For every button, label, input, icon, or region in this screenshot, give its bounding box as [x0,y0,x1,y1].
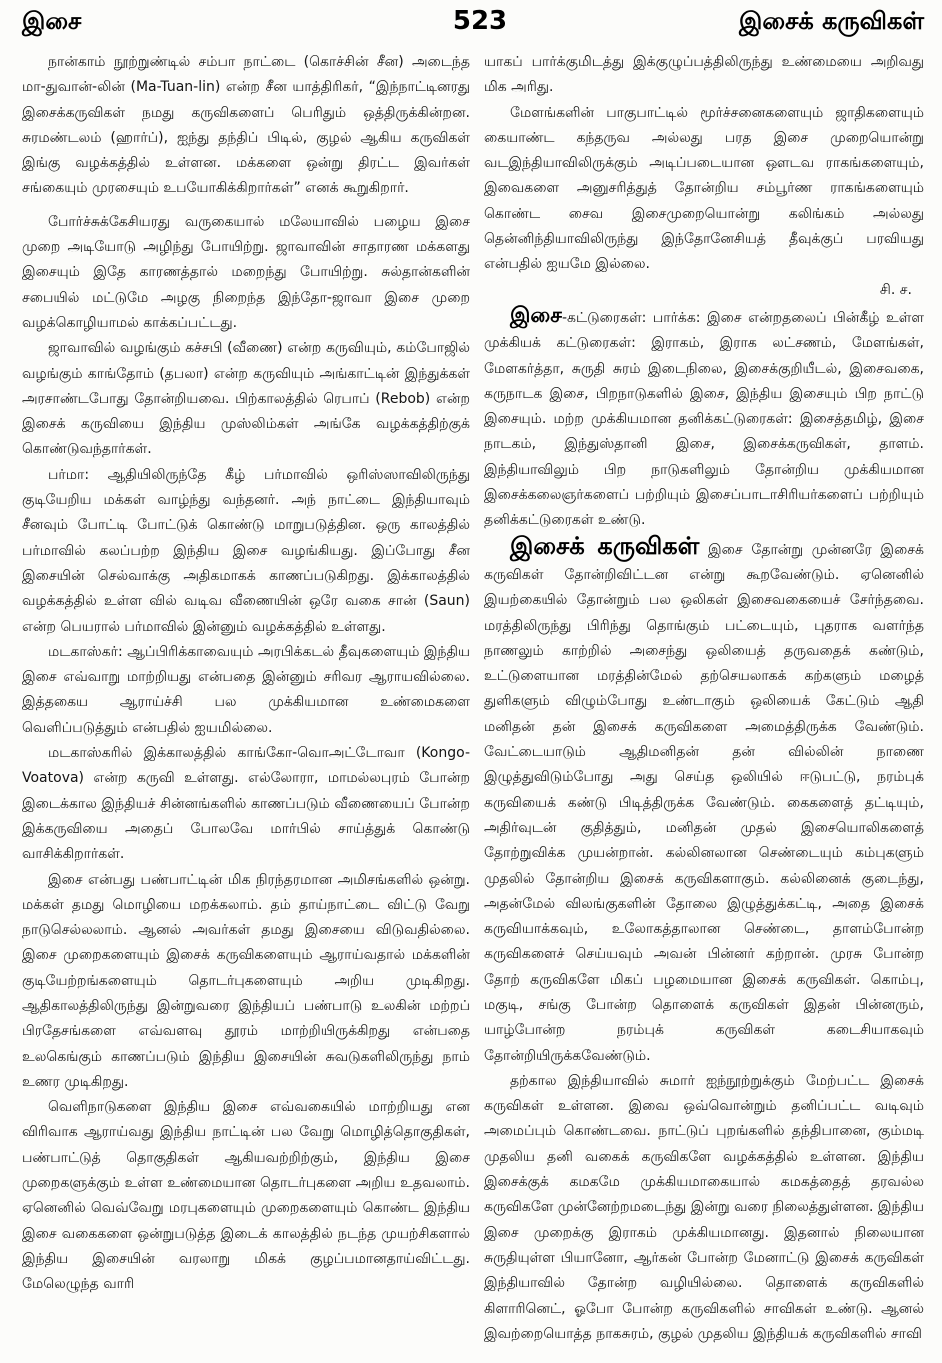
paragraph-java: ஜாவாவில் வழங்கும் கச்சபி (வீணை) என்ற கருவியும், கம்போஜில் வழங்கும் காங்தோம் (தபலா) என்ற கருவியும் அங்காட்டின் இந்துக்கள் அரசாண்டபோது தோன்றியவை. பிற்காலத்தில் ரெபாப் (Rebob) என்ற இசைக் கருவியை இந்திய முஸ்லிம்கள் அங்கே வழக்கத்திற்குக் கொண்டுவந்தார்கள். [22,340,470,458]
paragraph-burma: பர்மா: ஆதியிலிருந்தே கீழ் பர்மாவில் ஒரிஸ்ஸாவிலிருந்து குடியேறிய மக்கள் வாழ்ந்து வந்தனர். அந் நாட்டை இந்தியாவும் சீனவும் போட்டி போட்டுக் கொண்டு மாறுபடுத்தின. ஒரு காலத்தில் பர்மாவில் கலப்பற்ற இந்திய இசை வழங்கியது. இப்போது சீன இசையின் செல்வாக்கு அதிகமாகக் காணப்படுகிறது. இக்காலத்தில் வழக்கத்தில் உள்ள வில் வடிவ வீணையின் ஒரே வகை சான் (Saun) என்ற பெயரால் பர்மாவில் இன்னும் வழக்கத்தில் உள்ளது. [22,466,470,635]
paragraph-ma-tuan-lin: நான்காம் நூற்றுண்டில் சம்பா நாட்டை (கொச்சின் சீன) அடைந்த மா-துவான்-லின் (Ma-Tuan-lin) என்ற சீன யாத்திரிகர், “இந்நாட்டினரது இசைக்கருவிகள் நமது கருவிகளைப் பெரிதும் ஒத்திருக்கின்றன. சுரமண்டலம் (ஹார்ப்), ஐந்து தந்திப் பிடில், குழல் ஆகிய கருவிகள் இங்கு வழக்கத்தில் உள்ளன. மக்களை ஒன்று திரட்ட இவர்கள் சங்கையும் முரசையும் உபயோகிக்கிறார்கள்” எனக் கூறுகிறார். [22,54,470,197]
paragraph-continuation: யாகப் பார்க்குமிடத்து இக்குழுப்பத்திலிருந்து உண்மையை அறிவது மிக அரிது. [484,54,924,96]
running-head-right: இசைக் கருவிகள் [739,7,924,35]
entry-text-isai: -கட்டுரைகள்: பார்க்க: இசை என்றதலைப் பின்கீழ் உள்ள முக்கியக் கட்டுரைகள்: இராகம், இராக லட்சணம், மேளங்கள், மேளகர்த்தா, சுருதி சுரம் இடைநிலை, இசைக்குறியீடல், இசைவகை, கருநாடக இசை, பிறநாடுகளில் இசை, இந்திய இசையும் பிற நாட்டு இசையும். மற்ற முக்கியமான தனிக்கட்டுரைகள்: இசைத்தமிழ், இசை நாடகம், இந்துஸ்தானி இசை, இசைக்கருவிகள், தாளம். இந்தியாவிலும் பிற நாடுகளிலும் தோன்றிய முக்கியமான இசைக்கலைஞர்களைப் பற்றியும் இசைப்பாடாசிரியர்களைப் பற்றியும் தனிக்கட்டுரைகள் உண்டு. [484,309,924,529]
paragraph-modern-india: தற்கால இந்தியாவில் சுமார் ஐந்நூற்றுக்கும் மேற்பட்ட இசைக் கருவிகள் உள்ளன. இவை ஒவ்வொன்றும் தனிப்பட்ட வடிவும் அமைப்பும் கொண்டவை. நாட்டுப் புறங்களில் தந்திபானை, கும்மடி முதலிய தனி வகைக் கருவிகளே வழக்கத்தில் உள்ளன. இந்திய இசைக்குக் கமகமே முக்கியமாகையால் கமகத்தைத் தரவல்ல கருவிகளே முன்னேற்றமடைந்து இன்று வரை நிலைத்துள்ளன. இந்திய இசை முறைக்கு இராகம் முக்கியமானது. இதனால் நிலையான சுருதியுள்ள பியானோ, ஆர்கன் போன்ற மேனாட்டு இசைக் கருவிகள் இந்தியாவில் தோன்ற வழியில்லை. தொளைக் கருவிகளில் கிளாரினெட், ஓபோ போன்ற கருவிகளில் சாவிகள் உண்டு. ஆனல் இவற்றையொத்த நாகசுரம், குழல் முதலிய இந்தியக் கருவிகளில் சாவி [484,1072,924,1342]
right-column [484,50,924,1350]
left-column [22,50,470,1350]
paragraph-foreign-influence: வெளிநாடுகளை இந்திய இசை எவ்வகையில் மாற்றியது என விரிவாக ஆராய்வது இந்திய நாட்டின் பல வேறு மொழித்தொகுதிகள், பண்பாட்டுத் தொகுதிகள் ஆகியவற்றிற்கும், இந்திய இசை முறைகளுக்கும் உள்ள உண்மையான தொடர்புகளை அறிய உதவலாம். ஏனெனில் வெவ்வேறு மரபுகளையும் முறைகளையும் கொண்ட இந்திய இசை வகைகளை ஒன்றுபடுத்த இடைக் காலத்தில் நடந்த முயற்சிகளால் இந்திய இசையின் வரலாறு மிகக் குழப்பமானதாய்விட்டது. மேலெழுந்த வாரி [22,1099,470,1293]
entry-musical-instruments [484,531,924,1069]
paragraph-portuguese: போர்ச்சுக்கேசியரது வருகையால் மலேயாவில் பழைய இசை முறை அடியோடு அழிந்து போயிற்று. ஜாவாவின் சாதாரண மக்களது இசையும் இதே காரணத்தால் மறைந்து போயிற்று. சுல்தான்களின் சபையில் மட்டுமே அழகு நிறைந்த இந்தோ-ஜாவா இசை முறை வழக்கொழியாமல் காக்கப்பட்டது. [22,213,470,331]
entry-text-instruments: இசை தோன்று முன்னரே இசைக் கருவிகள் தோன்றிவிட்டன என்று கூறவேண்டும். ஏனெனில் இயற்கையில் தோன்றும் பல ஒலிகள் இசைவகையைச் சேர்ந்தவை. மரத்திலிருந்து பிரிந்து தொங்கும் பட்டையும், புதராக வளர்ந்த நாணலும் காற்றில் அசைந்து ஒலியைத் தருவதைக் கண்டும், உட்டுளையான மரத்தின்மேல் தற்செயலாகக் கற்களும் மழைத் துளிகளும் விழும்போது உண்டாகும் ஒலியைக் கேட்டும் ஆதி மனிதன் தன் இசைக் கருவிகளை அமைத்திருக்க வேண்டும். வேட்டையாடும் ஆதிமனிதன் தன் வில்லின் நாணை இழுத்துவிடும்போது அது செய்த ஒலியில் ஈடுபட்டு, நரம்புக் கருவியைக் கண்டு பிடித்திருக்க வேண்டும். கைகளைத் தட்டியும், அதிர்வுடன் குதித்தும், மனிதன் முதல் இசையொலிகளைத் தோற்றுவிக்க முயன்றான். கல்லினலான செண்டையும் கம்புகளும் முதலில் தோன்றிய இசைக் கருவிகளாகும். கல்லினைக் குடைந்து, அதன்மேல் விலங்குகளின் தோலை இழுத்துக்கட்டி, அதை இசைக் கருவியாக்கவும், உலோகத்தாலான செண்டை, தாளம்போன்ற கருவிகளைச் செய்யவும் அவன் பின்னர் கற்றான். முரசு போன்ற தோற் கருவிகளே மிகப் பழமையான இசைக் கருவிகள். கொம்பு, மகுடி, சங்கு போன்ற தொளைக் கருவிகள் இதன் பின்னரும், யாழ்போன்ற நரம்புக் கருவிகள் கடைசியாகவும் தோன்றியிருக்கவேண்டும். [484,541,924,1064]
column-divider [476,54,477,1350]
paragraph-kongo-voatova: மடகாஸ்கரில் இக்காலத்தில் காங்கோ-வொஅட்டோவா (Kongo-Voatova) என்ற கருவி உள்ளது. எல்லோரா, மாமல்லபுரம் போன்ற இடைக்கால இந்தியச் சின்னங்களில் காணப்படும் வீணையைப் போன்ற இக்கருவியை அதைப் போலவே மார்பில் சாய்த்துக் கொண்டு வாசிக்கிறார்கள். [22,745,470,863]
paragraph-madagascar: மடகாஸ்கர்: ஆப்பிரிக்காவையும் அரபிக்கடல் தீவுகளையும் இந்திய இசை எவ்வாறு மாற்றியது என்பதை இன்னும் சரிவர ஆராயவில்லை. இத்தகைய ஆராய்ச்சி பல முக்கியமான உண்மைகளை வெளிப்படுத்தும் என்பதில் ஐயமில்லை. [22,643,470,736]
page-number: 523 [452,6,508,36]
paragraph-melas: மேளங்களின் பாகுபாட்டில் மூர்ச்சனைகளையும் ஜாதிகளையும் கையாண்ட கந்தருவ அல்லது பரத இசை முறையொன்று வடஇந்தியாவிலிருக்கும் அடிப்படையான ஔடவ ராகங்களையும், இவைகளை அனுசரித்துத் தோன்றிய சம்பூர்ண ராகங்களையும் கொண்ட சைவ இசைமுறையொன்று கலிங்கம் அல்லது தென்னிந்தியாவிலிருந்து இந்தோனேசியத் தீவுக்குப் பரவியது என்பதில் ஐயமே இல்லை. [484,104,924,273]
paragraph-culture: இசை என்பது பண்பாட்டின் மிக நிரந்தரமான அமிசங்களில் ஒன்று. மக்கள் தமது மொழியை மறக்கலாம். தம் தாய்நாட்டை விட்டு வேறு நாடுசெல்லலாம். ஆனல் அவர்கள் தமது இசையை விடுவதில்லை. இசை முறைகளையும் இசைக் கருவிகளையும் ஆராய்வதால் மக்களின் குடியேற்றங்களையும் தொடர்புகளையும் அறிய முடிகிறது. ஆதிகாலத்திலிருந்து இன்றுவரை இந்தியப் பண்பாடு உலகின் மற்றப் பிரதேசங்களை எவ்வளவு தூரம் மாற்றியிருக்கிறது என்பதை உலகெங்கும் காணப்படும் இந்திய இசையின் சுவடுகளிலிருந்து நாம் உணர முடிகிறது. [22,871,470,1090]
running-head-left: இசை [22,7,82,35]
entry-isai-articles [484,303,924,534]
author-signature: சி. ச. [879,281,912,298]
entry-heading-instruments: இசைக் கருவிகள் [510,531,700,560]
entry-heading-isai: இசை [510,302,562,327]
